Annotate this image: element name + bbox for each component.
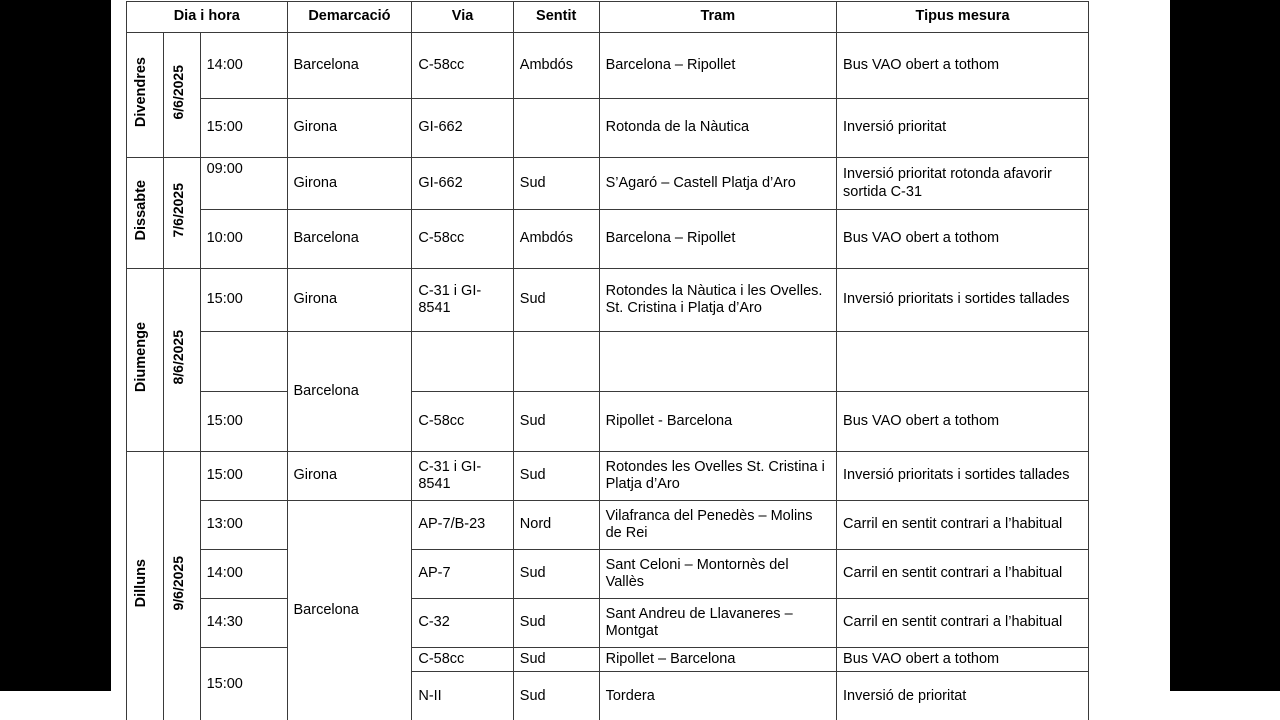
- header-row: [127, 2, 1089, 33]
- column-header-sentit: Sentit: [513, 2, 599, 33]
- table-row: [127, 332, 1089, 392]
- cell-time: 14:30: [200, 599, 287, 648]
- day-name-cell: Dissabte: [127, 158, 164, 269]
- cell-demarcacio: Girona: [287, 99, 412, 158]
- table-row: [127, 269, 1089, 332]
- cell-time: 15:00: [200, 269, 287, 332]
- cell-via: GI-662: [412, 99, 513, 158]
- cell-via: N-II: [412, 672, 513, 720]
- cell-sentit: [513, 99, 599, 158]
- table-header: [127, 2, 1089, 33]
- cell-tram: S’Agaró – Castell Platja d’Aro: [599, 158, 836, 210]
- cell-tram: Ripollet – Barcelona: [599, 648, 836, 672]
- table-row: [127, 99, 1089, 158]
- cell-via: C-31 i GI-8541: [412, 452, 513, 501]
- cell-tram: Rotonda de la Nàutica: [599, 99, 836, 158]
- table-row: [127, 158, 1089, 210]
- table-row: [127, 648, 1089, 672]
- cell-tram: Barcelona – Ripollet: [599, 210, 836, 269]
- cell-tipus-mesura: Inversió prioritats i sortides tallades: [837, 269, 1089, 332]
- cell-tipus-mesura: Bus VAO obert a tothom: [837, 210, 1089, 269]
- cell-via: C-58cc: [412, 210, 513, 269]
- cell-tram: Rotondes les Ovelles St. Cristina i Platja d’Aro: [599, 452, 836, 501]
- column-header-tipus-mesura: Tipus mesura: [837, 2, 1089, 33]
- day-name-cell: Diumenge: [127, 269, 164, 452]
- cell-sentit: Sud: [513, 599, 599, 648]
- cell-via: C-58cc: [412, 648, 513, 672]
- cell-time: 15:00: [200, 392, 287, 452]
- cell-tipus-mesura: Inversió prioritats i sortides tallades: [837, 452, 1089, 501]
- cell-time: 15:00: [200, 99, 287, 158]
- day-name-cell: Divendres: [127, 33, 164, 158]
- cell-tipus-mesura: [837, 332, 1089, 392]
- cell-sentit: Ambdós: [513, 33, 599, 99]
- day-date-cell: 6/6/2025: [163, 33, 200, 158]
- cell-sentit: Sud: [513, 648, 599, 672]
- day-date-cell: 7/6/2025: [163, 158, 200, 269]
- cell-via: AP-7: [412, 550, 513, 599]
- cell-tipus-mesura: Bus VAO obert a tothom: [837, 648, 1089, 672]
- cell-via: GI-662: [412, 158, 513, 210]
- cell-via: C-58cc: [412, 392, 513, 452]
- cell-tipus-mesura: Carril en sentit contrari a l’habitual: [837, 550, 1089, 599]
- day-date-cell: 8/6/2025: [163, 269, 200, 452]
- cell-tipus-mesura: Bus VAO obert a tothom: [837, 33, 1089, 99]
- cell-tram: Tordera: [599, 672, 836, 720]
- cell-time: 15:00: [200, 648, 287, 720]
- cell-time: [200, 332, 287, 392]
- day-name-cell: Dilluns: [127, 452, 164, 720]
- cell-via: C-32: [412, 599, 513, 648]
- cell-tipus-mesura: Inversió prioritat rotonda afavorir sortida C-31: [837, 158, 1089, 210]
- cell-via: C-58cc: [412, 33, 513, 99]
- cell-time: 13:00: [200, 501, 287, 550]
- table-body: [127, 33, 1089, 720]
- cell-tipus-mesura: Carril en sentit contrari a l’habitual: [837, 599, 1089, 648]
- table-row: [127, 599, 1089, 648]
- cell-tram: Ripollet - Barcelona: [599, 392, 836, 452]
- table-row: [127, 392, 1089, 452]
- cell-sentit: Nord: [513, 501, 599, 550]
- document-sheet: [111, 0, 1170, 720]
- table-row: [127, 452, 1089, 501]
- cell-sentit: Sud: [513, 158, 599, 210]
- cell-sentit: [513, 332, 599, 392]
- cell-time: 15:00: [200, 452, 287, 501]
- cell-sentit: Sud: [513, 269, 599, 332]
- cell-demarcacio: Barcelona: [287, 501, 412, 720]
- cell-demarcacio: Girona: [287, 269, 412, 332]
- day-date-cell: 9/6/2025: [163, 452, 200, 720]
- cell-tipus-mesura: Inversió prioritat: [837, 99, 1089, 158]
- cell-via: C-31 i GI-8541: [412, 269, 513, 332]
- cell-tipus-mesura: Inversió de prioritat: [837, 672, 1089, 720]
- cell-tram: Barcelona – Ripollet: [599, 33, 836, 99]
- cell-sentit: Ambdós: [513, 210, 599, 269]
- cell-time: 10:00: [200, 210, 287, 269]
- cell-sentit: Sud: [513, 392, 599, 452]
- cell-time: 14:00: [200, 33, 287, 99]
- cell-demarcacio: Barcelona: [287, 33, 412, 99]
- cell-demarcacio: Barcelona: [287, 210, 412, 269]
- cell-sentit: Sud: [513, 452, 599, 501]
- cell-tipus-mesura: Carril en sentit contrari a l’habitual: [837, 501, 1089, 550]
- table-row: [127, 550, 1089, 599]
- cell-tram: [599, 332, 836, 392]
- letterbox-right: [1170, 0, 1280, 691]
- cell-via: AP-7/B-23: [412, 501, 513, 550]
- cell-time: 14:00: [200, 550, 287, 599]
- cell-demarcacio: Girona: [287, 158, 412, 210]
- cell-tram: Sant Celoni – Montornès del Vallès: [599, 550, 836, 599]
- cell-sentit: Sud: [513, 550, 599, 599]
- column-header-via: Via: [412, 2, 513, 33]
- column-header-demarcacio: Demarcació: [287, 2, 412, 33]
- cell-tipus-mesura: Bus VAO obert a tothom: [837, 392, 1089, 452]
- column-header-dia-i-hora: Dia i hora: [127, 2, 288, 33]
- cell-via: [412, 332, 513, 392]
- cell-demarcacio: Barcelona: [287, 332, 412, 452]
- cell-time: 09:00: [200, 158, 287, 210]
- cell-tram: Vilafranca del Penedès – Molins de Rei: [599, 501, 836, 550]
- column-header-tram: Tram: [599, 2, 836, 33]
- cell-tram: Rotondes la Nàutica i les Ovelles. St. Cristina i Platja d’Aro: [599, 269, 836, 332]
- table-row: [127, 501, 1089, 550]
- letterbox-left: [0, 0, 111, 691]
- schedule-table: [126, 1, 1089, 720]
- cell-demarcacio: Girona: [287, 452, 412, 501]
- table-row: [127, 33, 1089, 99]
- cell-tram: Sant Andreu de Llavaneres – Montgat: [599, 599, 836, 648]
- table-row: [127, 210, 1089, 269]
- cell-sentit: Sud: [513, 672, 599, 720]
